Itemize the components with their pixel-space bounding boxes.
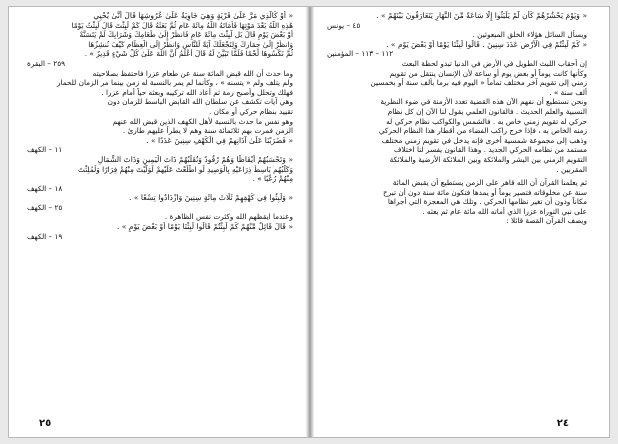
text-line: الزمن فمرت بهم ثلاثمائة سنة وهم لا يطرأ عليهم طارئ . [122, 126, 293, 136]
text-line: على نبي التوراة عزرا الذي أماته الله مائة عام ثم بعثه . [422, 206, 587, 216]
text-line: ثُمَّ نَكْسُوهَا لَحْمًا فَلَمَّا تَبَيَّنَ لَهُ قَالَ أَعْلَمُ أَنَّ اللَّهَ عَلَىٰ كُلِّ شَيْءٍ قَدِيرٌ » . [84, 49, 293, 59]
text-line: زمني إلى تقويم آخر مختلف تماماً « اليوم فيه برما بألف سنة أو بخمسين [370, 78, 587, 88]
left-page-number: ٢٥ [39, 418, 52, 429]
text-line: التقويم الزمني بين البشر والملائكة وبين الملائكة الأرضية والملائكة [389, 154, 587, 164]
text-line: ونحن نستطيع أن نفهم الآن هذه القضية تعدد الأزمنة في ضوء النظرية [380, 97, 587, 107]
text-line: « كَمْ لَبِثْتُمْ فِي الْأَرْضِ عَدَدَ سِنِينَ . قَالُوا لَبِثْنَا يَوْمًا أَوْ بَعْضَ يَوْمٍ » . [386, 39, 587, 49]
text-line: النسبية والعلم الحديث . فالقانون العلمي يقول لنا الآن إن كل نظام [387, 106, 587, 116]
text-line: وما حدث أن الله قبض المائة سنة عن طعام عزرا فاحتفظ بصلاحيته [92, 68, 293, 78]
text-line: هَٰذِهِ اللَّهُ بَعْدَ مَوْتِهَا فَأَمَاتَهُ اللَّهُ مِائَةَ عَامٍ ثُمَّ بَعَثَهُ قَالَ كَمْ لَبِثْتَ قَالَ لَبِثْتُ يَوْمًا [71, 20, 293, 30]
verse-reference: ١١ – الكهف [27, 145, 63, 155]
text-line: « قَالَ قَائِلٌ مِّنْهُمْ كَمْ لَبِثْتُمْ قَالُوا لَبِثْنَا يَوْمًا أَوْ بَعْضَ يَوْمٍ » . [117, 222, 293, 232]
left-page-text [27, 11, 293, 241]
text-line: « وَيَوْمَ يَحْشُرُهُمْ كَأَن لَّمْ يَلْبَثُوا إِلَّا سَاعَةً مِّنَ النَّهَارِ يَتَعَارَفُونَ بَيْنَهُمْ » . [376, 11, 587, 20]
text-line: وكأنها كانت يوماً أو بعض يوم أو ساعة لأن الإنسان ينتقل من تقويم [389, 68, 587, 78]
text-line: مِنْهُمْ رُعْبًا » . [252, 174, 293, 184]
text-line: وهي آيات تكشف عن سلطان الله القابض الباسط للزمان دون [107, 97, 293, 107]
text-line: « أَوْ كَالَّذِي مَرَّ عَلَىٰ قَرْيَةٍ وَهِيَ خَاوِيَةٌ عَلَىٰ عُرُوشِهَا قَالَ أَنَّىٰ يُحْيِي [93, 11, 293, 20]
verse-reference: ٤٥ – يونس [327, 20, 361, 30]
verse-reference: ١١٢ – ١١٣ – المؤمنين [327, 49, 394, 59]
text-line: سنة عن مخلوقاته فتصير يوماً أو يمدها فتكون مائة سنة دون أن تبرح [383, 187, 587, 197]
verse-reference: ٢٥٩ – البقرة [27, 58, 66, 68]
right-page-number: ٢٤ [556, 418, 569, 429]
text-line: ألف سنة » . [549, 87, 587, 97]
right-page-text [327, 11, 587, 226]
text-line: حركي له تقويم زمني خاص به . فالشمس والكواكب نظام حركي له [386, 116, 587, 126]
text-line: وهو نفس ما حدث بالنسبة لأهل الكهف الذين قبض الله عنهم [112, 116, 293, 126]
text-line: وَكَلْبُهُم بَاسِطٌ ذِرَاعَيْهِ بِالْوَصِيدِ لَوِ اطَّلَعْتَ عَلَيْهِمْ لَوَلَّيْتَ مِنْهُمْ فِرَارًا وَلَمُلِئْتَ [78, 164, 293, 174]
text-line: ويسأل السائل هؤلاء الخلق المبعوثين . [472, 30, 587, 40]
open-book [8, 6, 610, 438]
text-line: ويصف القرآن القصة قائلا : [506, 216, 587, 226]
text-line: تقييد بنظام حركي أو مكان . [209, 106, 293, 116]
text-line: ثم يعلمنا القرآن أن الله قاهر على الزمن يستطيع أن يقبض المائة [392, 178, 587, 188]
text-line: إن أحقاب اللبث الطويل في الأرض في الدنيا تبدو لحظة البعث [401, 58, 587, 68]
text-line: « فَضَرَبْنَا عَلَىٰ آذَانِهِمْ فِي الْكَهْفِ سِنِينَ عَدَدًا » . [146, 135, 293, 145]
text-line: المقربين . [556, 164, 587, 174]
verse-reference: ٢٥ – الكهف [27, 202, 63, 212]
text-line: وذهب إلى مجموعة شمسية أخرى فإنه يدخل في تقويم زمني مختلف [381, 135, 587, 145]
text-line: « وَلَبِثُوا فِي كَهْفِهِمْ ثَلَاثَ مِائَةٍ سِنِينَ وَازْدَادُوا تِسْعًا » . [129, 193, 293, 203]
right-page [311, 7, 609, 437]
verse-reference: ١٨ – الكهف [27, 183, 63, 193]
text-line: مستمد من نظامه الحركي الجديد . وهذا القانون يفسر لنا اختلاف [393, 145, 587, 155]
text-line: أَوْ بَعْضَ يَوْمٍ قَالَ بَل لَّبِثْتَ مِائَةَ عَامٍ فَانظُرْ إِلَىٰ طَعَامِكَ وَشَرَابِكَ لَمْ يَتَسَنَّهْ [79, 30, 293, 40]
text-line: زمنه الخاص به ، فإذا خرج راكب الفضاء من أقطار هذا النظام الحركي [378, 126, 587, 136]
text-line: « وَتَحْسَبُهُمْ أَيْقَاظًا وَهُمْ رُقُودٌ وَنُقَلِّبُهُمْ ذَاتَ الْيَمِينِ وَذَاتَ الشِّمَالِ [97, 154, 293, 164]
text-line: مكاناً ودون أن تغير نظامها الحركي . وتلك هي المعجزة التي أجراها [387, 197, 587, 207]
left-page [9, 7, 309, 437]
verse-reference: ١٩ – الكهف [27, 231, 63, 241]
text-line: فهلك وتحلل وأصبح رمة ثم أعاد الله تركيبه وبعثه حياً أمام عزرا . [101, 87, 293, 97]
text-line: وعندما ايقظهم الله وكثرت نفس الظاهرة . [164, 212, 293, 222]
text-line: وَانظُرْ إِلَىٰ حِمَارِكَ وَلِنَجْعَلَكَ آيَةً لِّلنَّاسِ وَانظُرْ إِلَى الْعِظَامِ كَيْفَ نُنشِزُهَا [88, 39, 293, 49]
text-line: ولم يتلف ولم « يتسنه » ، وكأنما لم يمر بالنسبة له زمن بينما مر الزمان للحمار [56, 78, 293, 88]
